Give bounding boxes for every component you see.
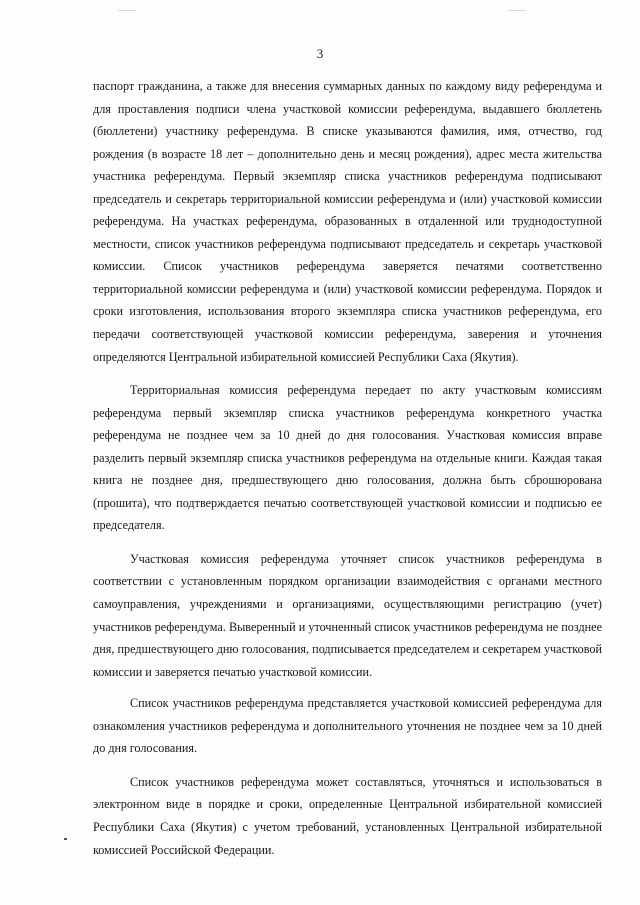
paragraph-4: Список участников референдума представляется участковой комиссией референдума для ознакомления участников референдума и дополнительного уточнения не позднее чем за 10 дней до дня голосования. <box>93 696 602 756</box>
scan-mark <box>64 838 67 840</box>
paragraph-1: паспорт гражданина, а также для внесения суммарных данных по каждому виду референдума и для проставления подписи члена участковой комиссии референдума, выдавшего бюллетень (бюллетени) участнику референдума. В списке указываются фамилия, имя, отчество, год рождения (в возрасте 18 лет – дополнительно день и месяц рождения), адрес места жительства участника референдума. Первый экземпляр списка участников референдума подписывают председатель и секретарь территориальной комиссии референдума и (или) участковой комиссии референдума. На участках референдума, образованных в отдаленной или труднодоступной местности, список участников референдума подписывают председатель и секретарь участковой комиссии. Список участников референдума заверяется печатями соответственно территориальной комиссии референдума и (или) участковой комиссии референдума. Порядок и сроки изготовления, использования второго экземпляра списка участников референдума, его передачи соответствующей участковой комиссии референдума, заверения и уточнения определяются Центральной избирательной комиссией Республики Саха (Якутия). <box>93 79 602 364</box>
scan-artifact <box>118 10 136 11</box>
scan-artifact <box>508 10 526 11</box>
paragraph-3: Участковая комиссия референдума уточняет список участников референдума в соответствии с установленным порядком организации взаимодействия с органами местного самоуправления, учреждениями и организациями, осуществляющими регистрацию (учет) участников референдума. Выверенный и уточненный список участников референдума не позднее дня, предшествующего дню голосования, подписывается председателем и секретарем участковой комиссии и заверяется печатью участковой комиссии. <box>93 551 602 679</box>
paragraph-2: Территориальная комиссия референдума передает по акту участковым комиссиям референдума первый экземпляр списка участников референдума конкретного участка референдума не позднее чем за 10 дней до дня голосования. Участковая комиссия вправе разделить первый экземпляр списка участников референдума на отдельные книги. Каждая такая книга не позднее дня, предшествующего дню голосования, должна быть сброшюрована (прошита), что подтверждается печатью соответствующей участковой комиссии и подписью ее председателя. <box>93 383 602 533</box>
page-number: 3 <box>316 46 324 61</box>
paragraph-5: Список участников референдума может составляться, уточняться и использоваться в электронном виде в порядке и сроки, определенные Центральной избирательной комиссией Республики Саха (Якутия) с учетом требований, установленных Центральной избирательной комиссией Российской Федерации. <box>93 774 602 857</box>
document-body <box>93 75 602 861</box>
